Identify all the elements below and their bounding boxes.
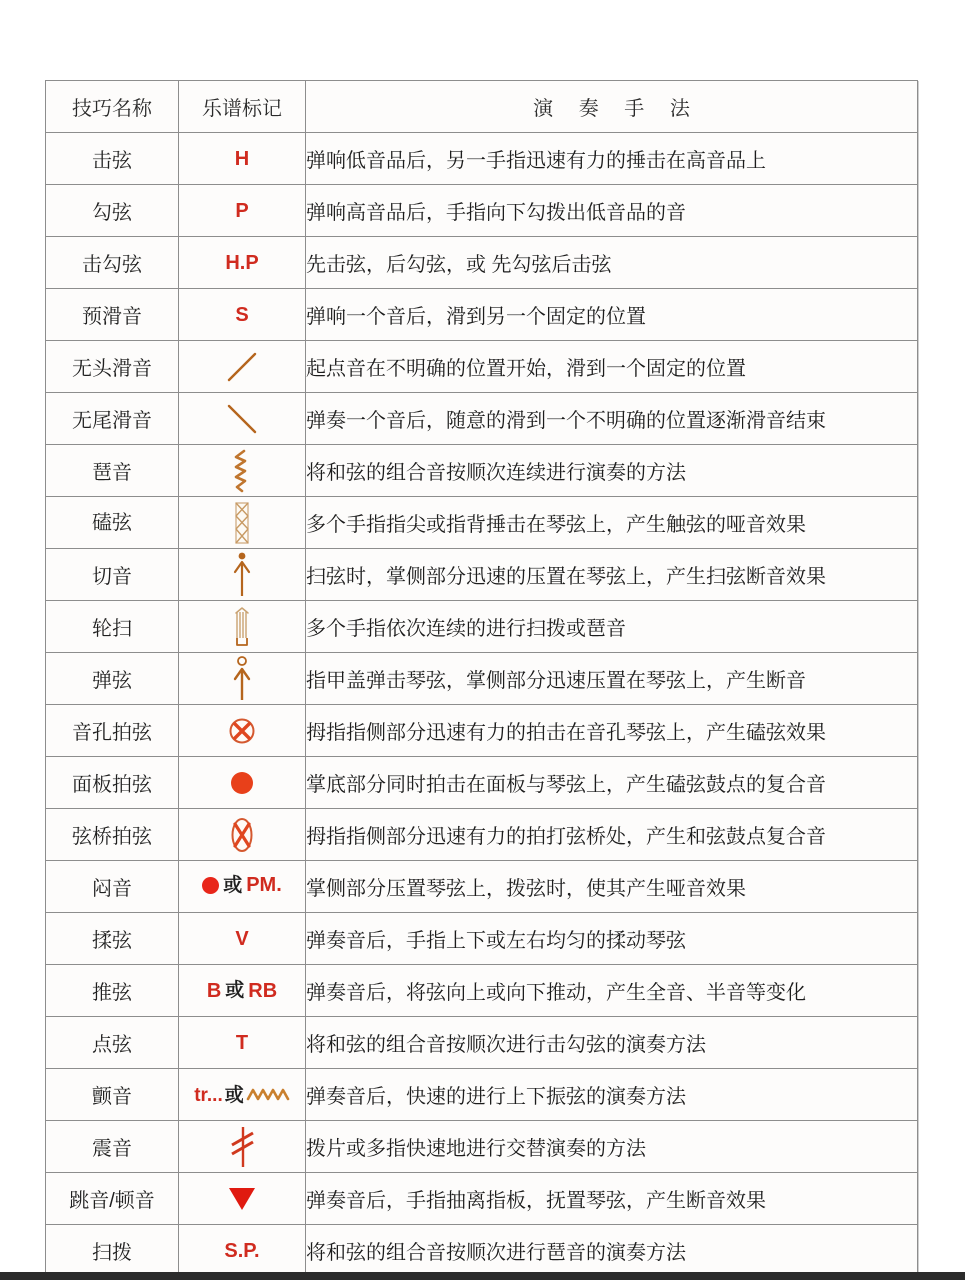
notation-mark xyxy=(179,809,306,861)
technique-name: 推弦 xyxy=(46,965,179,1017)
technique-description: 掌侧部分压置琴弦上，拨弦时，使其产生哑音效果 xyxy=(306,861,918,913)
table-row xyxy=(46,601,918,653)
mark-joiner: 或 xyxy=(223,874,243,896)
technique-name: 击弦 xyxy=(46,133,179,185)
notation-mark: V xyxy=(179,913,306,965)
technique-name: 扫拨 xyxy=(46,1225,179,1277)
notation-mark xyxy=(179,861,306,913)
technique-name: 揉弦 xyxy=(46,913,179,965)
technique-description: 弹响一个音后，滑到另一个固定的位置 xyxy=(306,289,918,341)
down-triangle-shape xyxy=(229,1188,255,1210)
notation-mark xyxy=(179,705,306,757)
table-row xyxy=(46,1121,918,1173)
technique-name: 跳音/顿音 xyxy=(46,1173,179,1225)
mark-text: tr... xyxy=(194,1084,223,1106)
mark-composite xyxy=(202,875,282,895)
technique-description: 将和弦的组合音按顺次连续进行演奏的方法 xyxy=(306,445,918,497)
technique-description: 弹响高音品后，手指向下勾拨出低音品的音 xyxy=(306,185,918,237)
table-row xyxy=(46,393,918,445)
mark-text-left: B xyxy=(206,979,222,1002)
notation-mark xyxy=(179,393,306,445)
notation-mark: S.P. xyxy=(179,1225,306,1277)
circle-x-icon xyxy=(179,706,305,755)
technique-name: 无尾滑音 xyxy=(46,393,179,445)
technique-description: 将和弦的组合音按顺次进行击勾弦的演奏方法 xyxy=(306,1017,918,1069)
notation-mark xyxy=(179,445,306,497)
technique-description: 弹奏一个音后，随意的滑到一个不明确的位置逐渐滑音结束 xyxy=(306,393,918,445)
notation-mark xyxy=(179,1069,306,1121)
technique-name: 音孔拍弦 xyxy=(46,705,179,757)
table-row xyxy=(46,549,918,601)
technique-name: 勾弦 xyxy=(46,185,179,237)
table-row xyxy=(46,653,918,705)
trill-wave-icon xyxy=(246,1086,290,1104)
notation-mark: S xyxy=(179,289,306,341)
table-row xyxy=(46,913,918,965)
table-row xyxy=(46,133,918,185)
up-arrow-with-dot-icon xyxy=(179,550,305,599)
down-triangle-icon xyxy=(179,1174,305,1223)
notation-mark: P xyxy=(179,185,306,237)
notation-mark: H.P xyxy=(179,237,306,289)
table-row xyxy=(46,1069,918,1121)
slash-down-icon xyxy=(179,394,305,443)
table-row xyxy=(46,757,918,809)
notation-mark xyxy=(179,601,306,653)
technique-description: 多个手指依次连续的进行扫拨或琶音 xyxy=(306,601,918,653)
ellipse-x-icon xyxy=(179,810,305,859)
technique-name: 颤音 xyxy=(46,1069,179,1121)
technique-description: 弹响低音品后，另一手指迅速有力的捶击在高音品上 xyxy=(306,133,918,185)
notation-mark xyxy=(179,549,306,601)
technique-description: 掌底部分同时拍击在面板与琴弦上，产生磕弦鼓点的复合音 xyxy=(306,757,918,809)
header-notation-mark: 乐谱标记 xyxy=(179,81,306,133)
technique-description: 弹奏音后，手指抽离指板，抚置琴弦，产生断音效果 xyxy=(306,1173,918,1225)
notation-mark xyxy=(179,497,306,549)
mark-text-right: RB xyxy=(248,979,278,1002)
table-row xyxy=(46,705,918,757)
slash-up-icon xyxy=(179,342,305,391)
filled-circle-icon xyxy=(179,758,305,807)
technique-description: 弹奏音后，将弦向上或向下推动，产生全音、半音等变化 xyxy=(306,965,918,1017)
arpeggio-squiggle-icon xyxy=(179,446,305,495)
technique-description: 拨片或多指快速地进行交替演奏的方法 xyxy=(306,1121,918,1173)
technique-name: 点弦 xyxy=(46,1017,179,1069)
technique-description: 扫弦时，掌侧部分迅速的压置在琴弦上，产生扫弦断音效果 xyxy=(306,549,918,601)
technique-table-container xyxy=(45,80,917,1264)
table-row xyxy=(46,445,918,497)
technique-description: 先击弦，后勾弦，或 先勾弦后击弦 xyxy=(306,237,918,289)
table-header-row xyxy=(46,81,918,133)
table-row xyxy=(46,965,918,1017)
guitar-technique-table xyxy=(45,80,918,1277)
header-playing-method: 演 奏 手 法 xyxy=(306,81,918,133)
table-row xyxy=(46,497,918,549)
technique-name: 磕弦 xyxy=(46,497,179,549)
table-row xyxy=(46,1017,918,1069)
technique-name: 震音 xyxy=(46,1121,179,1173)
tremolo-stem-icon xyxy=(179,1122,305,1171)
technique-name: 琶音 xyxy=(46,445,179,497)
technique-name: 预滑音 xyxy=(46,289,179,341)
technique-description: 弹奏音后，快速的进行上下振弦的演奏方法 xyxy=(306,1069,918,1121)
header-technique-name: 技巧名称 xyxy=(46,81,179,133)
hatched-box-icon xyxy=(179,498,305,547)
table-row xyxy=(46,809,918,861)
table-row xyxy=(46,1173,918,1225)
technique-description: 将和弦的组合音按顺次进行琶音的演奏方法 xyxy=(306,1225,918,1277)
mark-composite xyxy=(207,981,277,1001)
technique-name: 弦桥拍弦 xyxy=(46,809,179,861)
table-row xyxy=(46,237,918,289)
mark-composite xyxy=(194,1086,290,1105)
table-row xyxy=(46,861,918,913)
notation-mark: H xyxy=(179,133,306,185)
notation-mark xyxy=(179,341,306,393)
table-row xyxy=(46,1225,918,1277)
filled-circle-icon xyxy=(202,877,219,894)
technique-name: 切音 xyxy=(46,549,179,601)
mark-text: PM. xyxy=(246,874,282,897)
technique-description: 拇指指侧部分迅速有力的拍击在音孔琴弦上，产生磕弦效果 xyxy=(306,705,918,757)
technique-name: 面板拍弦 xyxy=(46,757,179,809)
technique-name: 无头滑音 xyxy=(46,341,179,393)
table-row xyxy=(46,289,918,341)
notation-mark xyxy=(179,1121,306,1173)
technique-description: 多个手指指尖或指背捶击在琴弦上，产生触弦的哑音效果 xyxy=(306,497,918,549)
table-row xyxy=(46,341,918,393)
notation-mark xyxy=(179,757,306,809)
notation-mark xyxy=(179,1173,306,1225)
mark-joiner: 或 xyxy=(224,1084,244,1106)
table-row xyxy=(46,185,918,237)
technique-description: 拇指指侧部分迅速有力的拍打弦桥处，产生和弦鼓点复合音 xyxy=(306,809,918,861)
bottom-edge-strip xyxy=(0,1272,965,1280)
technique-description: 指甲盖弹击琴弦，掌侧部分迅速压置在琴弦上，产生断音 xyxy=(306,653,918,705)
notation-mark: T xyxy=(179,1017,306,1069)
technique-name: 击勾弦 xyxy=(46,237,179,289)
up-arrow-with-circle-icon xyxy=(179,654,305,703)
technique-description: 弹奏音后，手指上下或左右均匀的揉动琴弦 xyxy=(306,913,918,965)
technique-name: 轮扫 xyxy=(46,601,179,653)
technique-name: 弹弦 xyxy=(46,653,179,705)
mark-joiner: 或 xyxy=(225,980,245,1001)
notation-mark xyxy=(179,965,306,1017)
rasgueado-bracket-icon xyxy=(179,602,305,651)
technique-name: 闷音 xyxy=(46,861,179,913)
technique-description: 起点音在不明确的位置开始，滑到一个固定的位置 xyxy=(306,341,918,393)
notation-mark xyxy=(179,653,306,705)
